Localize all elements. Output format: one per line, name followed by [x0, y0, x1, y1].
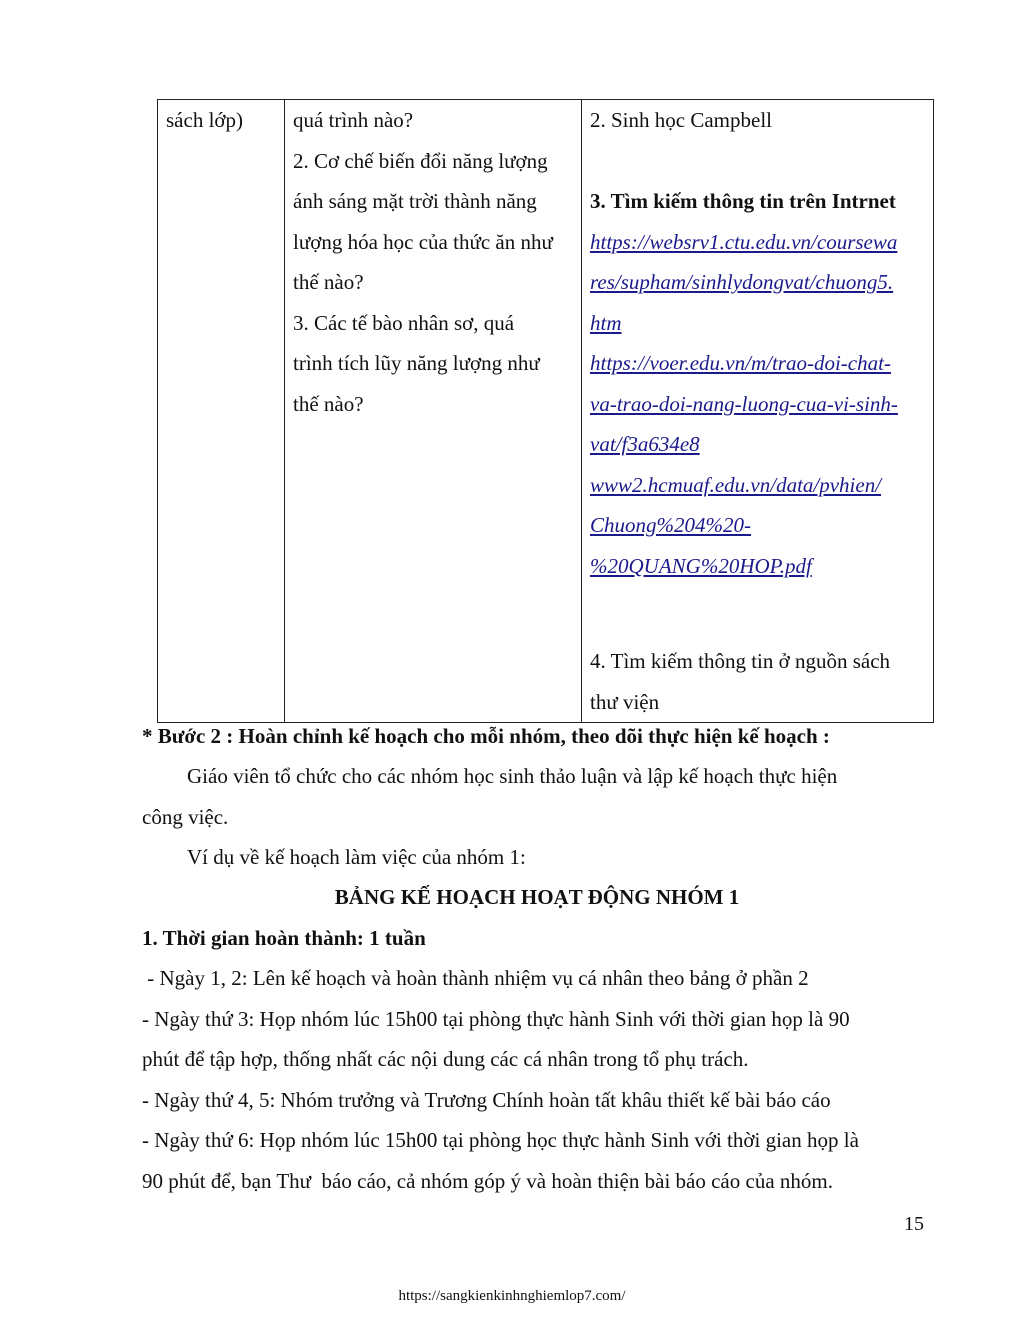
footer-url[interactable]: https://sangkienkinhnghiemlop7.com/	[398, 1288, 626, 1304]
question-line: lượng hóa học của thức ăn như	[293, 229, 553, 254]
question-line: 2. Cơ chế biến đổi năng lượng	[293, 148, 548, 173]
cell-text: sách lớp)	[166, 108, 243, 132]
day-line: 90 phút để, bạn Thư báo cáo, cả nhóm góp ý và hoàn thiện bài báo cáo của nhóm.	[142, 1169, 833, 1193]
source-link[interactable]: Chuong%204%20-	[590, 513, 751, 537]
source-item-2: 2. Sinh học Campbell	[590, 108, 772, 132]
plan-table	[157, 99, 934, 723]
day-line: - Ngày thứ 6: Họp nhóm lúc 15h00 tại phòng học thực hành Sinh với thời gian họp là	[142, 1128, 859, 1152]
paragraph-line: Giáo viên tổ chức cho các nhóm học sinh thảo luận và lập kế hoạch thực hiện	[187, 764, 838, 788]
source-link[interactable]: www2.hcmuaf.edu.vn/data/pvhien/	[590, 472, 882, 497]
source-link[interactable]: vat/f3a634e8	[590, 432, 700, 456]
question-line: 3. Các tế bào nhân sơ, quá	[293, 310, 515, 335]
source-link[interactable]: res/supham/sinhlydongvat/chuong5.	[590, 270, 894, 294]
page-number: 15	[904, 1213, 924, 1235]
question-line: trình tích lũy năng lượng như	[293, 351, 540, 375]
paragraph-line: công việc.	[142, 805, 229, 829]
source-link[interactable]: https://websrv1.ctu.edu.vn/coursewa	[590, 229, 898, 254]
source-link[interactable]: https://voer.edu.vn/m/trao-doi-chat-	[590, 351, 891, 375]
source-item-4: 4. Tìm kiếm thông tin ở nguồn sách	[590, 649, 891, 673]
source-link[interactable]: %20QUANG%20HOP.pdf	[590, 553, 812, 578]
spacer	[590, 586, 925, 641]
plan-title: BẢNG KẾ HOẠCH HOẠT ĐỘNG NHÓM 1	[334, 885, 740, 909]
paragraph-line: Ví dụ về kế hoạch làm việc của nhóm 1:	[187, 845, 526, 869]
day-line: phút để tập hợp, thống nhất các nội dung các cá nhân trong tổ phụ trách.	[142, 1047, 749, 1071]
source-item-3: 3. Tìm kiếm thông tin trên Intrnet	[590, 189, 896, 213]
source-link[interactable]: htm	[590, 310, 622, 335]
question-line: thế nào?	[293, 270, 364, 294]
day-line: - Ngày thứ 3: Họp nhóm lúc 15h00 tại phòng thực hành Sinh với thời gian họp là 90	[142, 1007, 850, 1031]
time-heading: 1. Thời gian hoàn thành: 1 tuần	[142, 926, 426, 950]
question-line: quá trình nào?	[293, 108, 414, 132]
blank-line	[590, 141, 925, 182]
question-line: thế nào?	[293, 391, 364, 416]
day-line: - Ngày thứ 4, 5: Nhóm trưởng và Trương Chính hoàn tất khâu thiết kế bài báo cáo	[142, 1088, 831, 1112]
question-line: ánh sáng mặt trời thành năng	[293, 189, 537, 213]
table-cell-questions	[285, 100, 582, 723]
table-row	[158, 100, 934, 723]
step2-heading: * Bước 2 : Hoàn chỉnh kế hoạch cho mỗi nhóm, theo dõi thực hiện kế hoạch :	[142, 724, 830, 748]
day-line: - Ngày 1, 2: Lên kế hoạch và hoàn thành nhiệm vụ cá nhân theo bảng ở phần 2	[142, 966, 809, 990]
source-item-4: thư viện	[590, 689, 660, 714]
source-link[interactable]: va-trao-doi-nang-luong-cua-vi-sinh-	[590, 391, 898, 416]
table-cell-sources	[582, 100, 934, 723]
table-cell-col1	[158, 100, 285, 723]
